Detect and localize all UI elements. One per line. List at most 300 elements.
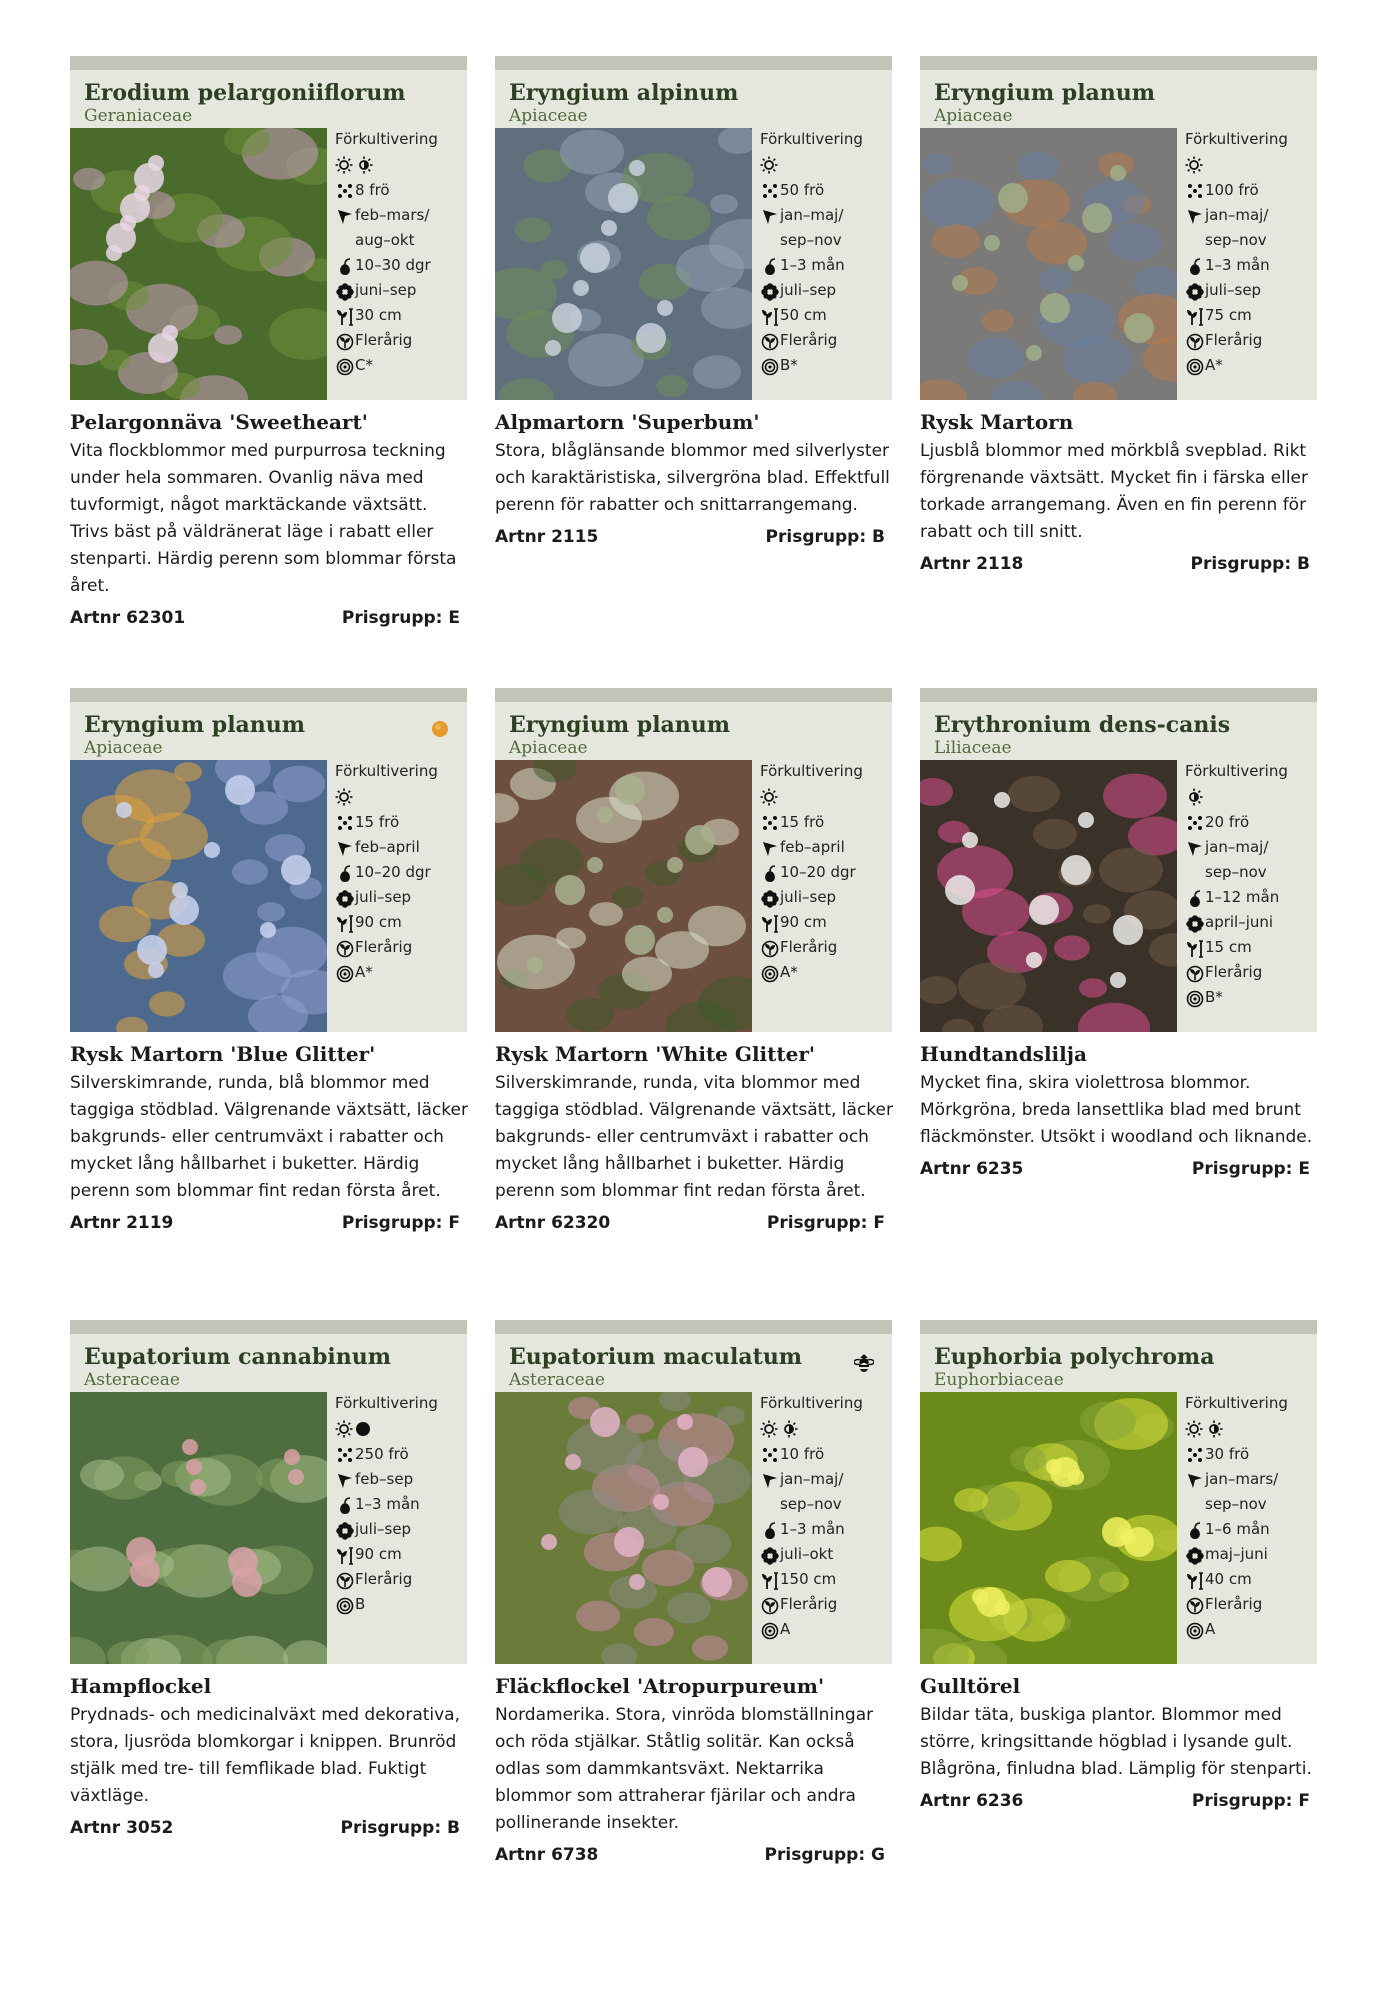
light-requirement (760, 152, 890, 178)
spec-row (335, 203, 465, 228)
spec-value: 30 frö (1205, 1445, 1250, 1463)
spec-value: juli–sep (1205, 281, 1262, 299)
germination-class-icon (335, 358, 355, 376)
latin-name: Eryngium planum (934, 80, 1156, 106)
spec-value: juli–sep (780, 281, 837, 299)
spec-row (760, 353, 890, 378)
spec-group (335, 203, 465, 253)
sun-icon (335, 1420, 353, 1438)
spec-row (335, 1517, 465, 1542)
spec-value: jan–maj/ (1205, 206, 1269, 224)
seeds-icon (760, 183, 780, 199)
spec-row (1185, 1442, 1315, 1467)
plant-photo (70, 1392, 327, 1664)
spec-value: maj–juni (1205, 1545, 1268, 1563)
spec-row (1185, 303, 1315, 328)
spec-value: 15 frö (780, 813, 825, 831)
lifecycle-icon (335, 1572, 355, 1590)
article-number: Artnr 2115 (495, 527, 599, 547)
spec-row (1185, 1617, 1315, 1642)
flowering-icon (335, 890, 355, 908)
spec-value: 1–3 mån (780, 256, 845, 274)
spec-row (1185, 278, 1315, 303)
spec-value: Flerårig (780, 1595, 838, 1613)
spec-row (760, 885, 890, 910)
spec-value: Flerårig (355, 938, 413, 956)
spec-value: 90 cm (780, 913, 827, 931)
spec-row (760, 1492, 890, 1517)
spec-row (760, 1467, 890, 1492)
family-name: Apiaceae (509, 738, 588, 758)
germination-icon (760, 258, 780, 276)
sun-icon (760, 1420, 778, 1438)
sun-icon (1185, 1420, 1203, 1438)
card-body (70, 760, 467, 1032)
spec-group (760, 203, 890, 253)
spec-row (1185, 1467, 1315, 1492)
spec-value: 8 frö (355, 181, 390, 199)
spec-row (760, 1517, 890, 1542)
light-requirement (1185, 1416, 1315, 1442)
height-icon (1185, 308, 1205, 326)
common-name: Alpmartorn 'Superbum' (495, 410, 760, 434)
lifecycle-icon (335, 333, 355, 351)
description: Vita flockblommor med purpurrosa teckning under hela sommaren. Ovanlig näva med tuvformigt, något marktäckande växtsätt. Trivs bäst på väldränerat läge i rabatt eller stenparti. Härdig perenn som blommar första året. (70, 441, 457, 596)
germination-icon (335, 865, 355, 883)
card-body (495, 128, 892, 400)
plant-photo (920, 760, 1177, 1032)
spec-row (760, 328, 890, 353)
article-number: Artnr 3052 (70, 1818, 174, 1838)
spec-value: Flerårig (780, 938, 838, 956)
sowing-icon (335, 840, 355, 858)
sowing-icon (335, 208, 355, 226)
card-header (70, 1320, 467, 1392)
spec-value: Flerårig (1205, 963, 1263, 981)
forkultivering-label: Förkultivering (760, 130, 863, 148)
spec-row (335, 910, 465, 935)
order-info (920, 1159, 1310, 1179)
spec-value: 15 frö (355, 813, 400, 831)
sun-icon (335, 788, 353, 806)
spec-row (335, 1567, 465, 1592)
height-icon (760, 1572, 780, 1590)
lifecycle-icon (760, 940, 780, 958)
height-icon (760, 915, 780, 933)
spec-value: 250 frö (355, 1445, 409, 1463)
seeds-icon (335, 815, 355, 831)
card-header (70, 56, 467, 128)
spec-value: juli–sep (355, 888, 412, 906)
spec-value: 1–3 mån (355, 1495, 420, 1513)
spec-value: feb–april (355, 838, 420, 856)
spec-row (335, 178, 465, 203)
spec-row (760, 810, 890, 835)
family-name: Apiaceae (934, 106, 1013, 126)
spec-value: 75 cm (1205, 306, 1252, 324)
spec-row (335, 328, 465, 353)
spec-list (1185, 760, 1315, 1010)
card-body (495, 1392, 892, 1664)
family-name: Euphorbiaceae (934, 1370, 1064, 1390)
spec-value: juli–sep (780, 888, 837, 906)
article-number: Artnr 6236 (920, 1791, 1024, 1811)
sowing-icon (760, 840, 780, 858)
seeds-icon (1185, 183, 1205, 199)
description: Silverskimrande, runda, vita blommor med taggiga stödblad. Välgrenande växtsätt, läcker bakgrunds- eller centrumväxt i rabatter och mycket lång hållbarhet i buketter. Härdig perenn som blommar fint redan första året. (495, 1073, 893, 1201)
spec-row (760, 1617, 890, 1642)
spec-row (335, 960, 465, 985)
spec-list (335, 128, 465, 378)
height-icon (335, 915, 355, 933)
common-name: Rysk Martorn 'Blue Glitter' (70, 1042, 376, 1066)
spec-value: Flerårig (1205, 1595, 1263, 1613)
latin-name: Euphorbia polychroma (934, 1344, 1215, 1370)
spec-value: 30 cm (355, 306, 402, 324)
spec-row (335, 278, 465, 303)
forkultivering-label: Förkultivering (1185, 130, 1288, 148)
spec-value: Flerårig (780, 331, 838, 349)
latin-name: Eryngium alpinum (509, 80, 739, 106)
product-card (920, 1320, 1317, 1811)
flowering-icon (335, 1522, 355, 1540)
spec-value: 10 frö (780, 1445, 825, 1463)
card-header (495, 1320, 892, 1392)
order-info (920, 554, 1310, 574)
spec-value: C* (355, 356, 373, 374)
spec-value: 150 cm (780, 1570, 837, 1588)
plant-photo (70, 128, 327, 400)
spec-row (1185, 810, 1315, 835)
spec-row (1185, 1517, 1315, 1542)
card-header (920, 56, 1317, 128)
spec-value: 15 cm (1205, 938, 1252, 956)
plant-photo (495, 128, 752, 400)
description: Ljusblå blommor med mörkblå svepblad. Rikt förgrenande växtsätt. Mycket fin i färska eller torkade arrangemang. Även en fin perenn för rabatt och till snitt. (920, 441, 1309, 542)
light-requirement (1185, 152, 1315, 178)
forkultivering-label: Förkultivering (335, 762, 438, 780)
price-group: Prisgrupp: G (764, 1845, 885, 1865)
spec-value: B* (780, 356, 798, 374)
seeds-icon (760, 1447, 780, 1463)
plant-photo (495, 760, 752, 1032)
spec-value: 90 cm (355, 1545, 402, 1563)
spec-row (760, 860, 890, 885)
spec-value: A* (355, 963, 373, 981)
spec-group (760, 1467, 890, 1517)
light-requirement (760, 784, 890, 810)
latin-name: Eupatorium cannabinum (84, 1344, 392, 1370)
height-icon (335, 308, 355, 326)
spec-value: sep–nov (1205, 863, 1267, 881)
spec-row (1185, 835, 1315, 860)
spec-row (335, 860, 465, 885)
order-info (70, 608, 460, 628)
lifecycle-icon (1185, 965, 1205, 983)
orange-dot-icon (431, 720, 449, 742)
light-requirement (760, 1416, 890, 1442)
spec-value: sep–nov (1205, 231, 1267, 249)
spec-row (1185, 228, 1315, 253)
spec-row (1185, 960, 1315, 985)
bee-icon (854, 1352, 874, 1378)
spec-value: A* (780, 963, 798, 981)
common-name: Fläckflockel 'Atropurpureum' (495, 1674, 825, 1698)
germination-icon (335, 1497, 355, 1515)
germination-class-icon (760, 1622, 780, 1640)
plant-photo (70, 760, 327, 1032)
lifecycle-icon (1185, 333, 1205, 351)
germination-class-icon (335, 1597, 355, 1615)
spec-row (1185, 203, 1315, 228)
spec-group (1185, 835, 1315, 885)
spec-value: feb–sep (355, 1470, 414, 1488)
card-header (495, 56, 892, 128)
spec-list (335, 1392, 465, 1617)
forkultivering-label: Förkultivering (1185, 762, 1288, 780)
spec-row (335, 303, 465, 328)
spec-row (1185, 1592, 1315, 1617)
article-number: Artnr 2119 (70, 1213, 174, 1233)
spec-group (1185, 1467, 1315, 1517)
article-number: Artnr 6235 (920, 1159, 1024, 1179)
spec-row (760, 178, 890, 203)
spec-value: feb–mars/ (355, 206, 430, 224)
spec-row (335, 1492, 465, 1517)
seeds-icon (1185, 815, 1205, 831)
spec-row (1185, 353, 1315, 378)
half-shade-icon (780, 1420, 798, 1438)
spec-row (1185, 328, 1315, 353)
sowing-icon (760, 208, 780, 226)
article-number: Artnr 6738 (495, 1845, 599, 1865)
family-name: Liliaceae (934, 738, 1012, 758)
price-group: Prisgrupp: B (340, 1818, 460, 1838)
spec-value: Flerårig (355, 1570, 413, 1588)
spec-group (1185, 203, 1315, 253)
spec-row (1185, 935, 1315, 960)
half-shade-icon (1185, 788, 1203, 806)
flowering-icon (335, 283, 355, 301)
light-requirement (335, 152, 465, 178)
common-name: Gulltörel (920, 1674, 1021, 1698)
card-header (920, 688, 1317, 760)
light-requirement (335, 784, 465, 810)
spec-list (1185, 128, 1315, 378)
price-group: Prisgrupp: E (1191, 1159, 1310, 1179)
germination-icon (1185, 258, 1205, 276)
card-header (920, 1320, 1317, 1392)
description: Mycket fina, skira violettrosa blommor. Mörkgröna, breda lansettlika blad med brunt fläckmönster. Utsökt i woodland och liknande. (920, 1073, 1313, 1147)
spec-row (760, 1542, 890, 1567)
spec-value: 100 frö (1205, 181, 1259, 199)
spec-row (1185, 253, 1315, 278)
spec-row (335, 935, 465, 960)
spec-row (335, 885, 465, 910)
latin-name: Eryngium planum (509, 712, 731, 738)
spec-list (1185, 1392, 1315, 1642)
spec-row (335, 1442, 465, 1467)
spec-row (760, 303, 890, 328)
spec-list (760, 128, 890, 378)
flowering-icon (760, 1547, 780, 1565)
plant-photo (920, 128, 1177, 400)
sowing-icon (1185, 208, 1205, 226)
family-name: Apiaceae (84, 738, 163, 758)
lifecycle-icon (335, 940, 355, 958)
spec-value: A (1205, 1620, 1216, 1638)
price-group: Prisgrupp: B (1190, 554, 1310, 574)
spec-value: 40 cm (1205, 1570, 1252, 1588)
card-body (920, 128, 1317, 400)
price-group: Prisgrupp: F (341, 1213, 460, 1233)
spec-value: jan–maj/ (1205, 838, 1269, 856)
spec-value: juli–okt (780, 1545, 834, 1563)
description: Silverskimrande, runda, blå blommor med taggiga stödblad. Välgrenande växtsätt, läcker bakgrunds- eller centrumväxt i rabatter och mycket lång hållbarhet i buketter. Härdig perenn som blommar fint redan första året. (70, 1073, 468, 1201)
spec-value: 1–3 mån (780, 1520, 845, 1538)
height-icon (1185, 940, 1205, 958)
article-number: Artnr 62301 (70, 608, 186, 628)
spec-row (335, 1467, 465, 1492)
half-shade-icon (1205, 1420, 1223, 1438)
flowering-icon (1185, 915, 1205, 933)
forkultivering-label: Förkultivering (760, 762, 863, 780)
sun-icon (760, 788, 778, 806)
lifecycle-icon (760, 1597, 780, 1615)
lifecycle-icon (1185, 1597, 1205, 1615)
spec-value: Flerårig (1205, 331, 1263, 349)
article-number: Artnr 62320 (495, 1213, 611, 1233)
lifecycle-icon (760, 333, 780, 351)
sowing-icon (1185, 840, 1205, 858)
spec-value: B* (1205, 988, 1223, 1006)
seeds-icon (1185, 1447, 1205, 1463)
card-body (495, 760, 892, 1032)
spec-row (335, 810, 465, 835)
description: Stora, blåglänsande blommor med silverlyster och karaktäristiska, silvergröna blad. Effektfull perenn för rabatter och snittarrangemang. (495, 441, 890, 515)
common-name: Rysk Martorn 'White Glitter' (495, 1042, 816, 1066)
card-body (920, 760, 1317, 1032)
product-card (70, 1320, 467, 1838)
spec-value: sep–nov (780, 231, 842, 249)
germination-class-icon (1185, 1622, 1205, 1640)
sowing-icon (760, 1472, 780, 1490)
spec-value: juni–sep (355, 281, 417, 299)
article-number: Artnr 2118 (920, 554, 1024, 574)
product-card (920, 56, 1317, 574)
spec-row (335, 228, 465, 253)
spec-value: 50 cm (780, 306, 827, 324)
price-group: Prisgrupp: F (1191, 1791, 1310, 1811)
spec-row (1185, 910, 1315, 935)
spec-row (1185, 985, 1315, 1010)
spec-row (1185, 1492, 1315, 1517)
spec-row (760, 1442, 890, 1467)
product-card (495, 1320, 892, 1865)
spec-value: juli–sep (355, 1520, 412, 1538)
spec-value: A (780, 1620, 791, 1638)
common-name: Pelargonnäva 'Sweetheart' (70, 410, 368, 434)
order-info (920, 1791, 1310, 1811)
light-requirement (1185, 784, 1315, 810)
germination-class-icon (1185, 990, 1205, 1008)
spec-row (760, 278, 890, 303)
description: Bildar täta, buskiga plantor. Blommor med större, kringsittande högblad i lysande gult. Blågröna, finludna blad. Lämplig för stenparti. (920, 1705, 1312, 1779)
plant-photo (495, 1392, 752, 1664)
latin-name: Eryngium planum (84, 712, 306, 738)
card-header (70, 688, 467, 760)
spec-row (760, 1567, 890, 1592)
spec-list (760, 1392, 890, 1642)
spec-value: 10–20 dgr (780, 863, 856, 881)
order-info (70, 1213, 460, 1233)
shade-icon (355, 1421, 371, 1437)
price-group: Prisgrupp: B (765, 527, 885, 547)
forkultivering-label: Förkultivering (335, 130, 438, 148)
common-name: Hundtandslilja (920, 1042, 1087, 1066)
sowing-icon (1185, 1472, 1205, 1490)
spec-value: 20 frö (1205, 813, 1250, 831)
spec-list (760, 760, 890, 985)
card-body (920, 1392, 1317, 1664)
forkultivering-label: Förkultivering (1185, 1394, 1288, 1412)
card-header (495, 688, 892, 760)
germination-icon (1185, 890, 1205, 908)
spec-row (760, 228, 890, 253)
germination-class-icon (760, 358, 780, 376)
germination-icon (760, 1522, 780, 1540)
spec-row (1185, 885, 1315, 910)
germination-icon (760, 865, 780, 883)
order-info (70, 1818, 460, 1838)
spec-value: 1–12 mån (1205, 888, 1280, 906)
spec-row (335, 1542, 465, 1567)
spec-row (760, 253, 890, 278)
spec-value: B (355, 1595, 366, 1613)
spec-value: jan–maj/ (780, 1470, 844, 1488)
seeds-icon (335, 183, 355, 199)
order-info (495, 1845, 885, 1865)
forkultivering-label: Förkultivering (335, 1394, 438, 1412)
spec-row (760, 960, 890, 985)
sun-icon (335, 156, 353, 174)
card-body (70, 1392, 467, 1664)
order-info (495, 1213, 885, 1233)
spec-value: 10–30 dgr (355, 256, 431, 274)
spec-row (1185, 1542, 1315, 1567)
price-group: Prisgrupp: F (766, 1213, 885, 1233)
latin-name: Erythronium dens-canis (934, 712, 1231, 738)
spec-row (335, 353, 465, 378)
common-name: Rysk Martorn (920, 410, 1074, 434)
spec-value: Flerårig (355, 331, 413, 349)
description: Nordamerika. Stora, vinröda blomställningar och röda stjälkar. Ståtlig solitär. Kan också odlas som dammkantsväxt. Nektarrika blommor som attraherar fjärilar och andra pollinerande insekter. (495, 1705, 874, 1833)
description: Prydnads- och medicinalväxt med dekorativa, stora, ljusröda blomkorgar i knippen. Brunröd stjälk med tre- till femflikade blad. Fuktigt växtläge. (70, 1705, 461, 1806)
product-card (920, 688, 1317, 1179)
spec-row (1185, 860, 1315, 885)
plant-photo (920, 1392, 1177, 1664)
spec-list (335, 760, 465, 985)
latin-name: Eupatorium maculatum (509, 1344, 803, 1370)
seeds-icon (760, 815, 780, 831)
spec-row (335, 1592, 465, 1617)
germination-class-icon (335, 965, 355, 983)
germination-class-icon (760, 965, 780, 983)
germination-icon (1185, 1522, 1205, 1540)
price-group: Prisgrupp: E (341, 608, 460, 628)
seeds-icon (335, 1447, 355, 1463)
spec-row (760, 835, 890, 860)
